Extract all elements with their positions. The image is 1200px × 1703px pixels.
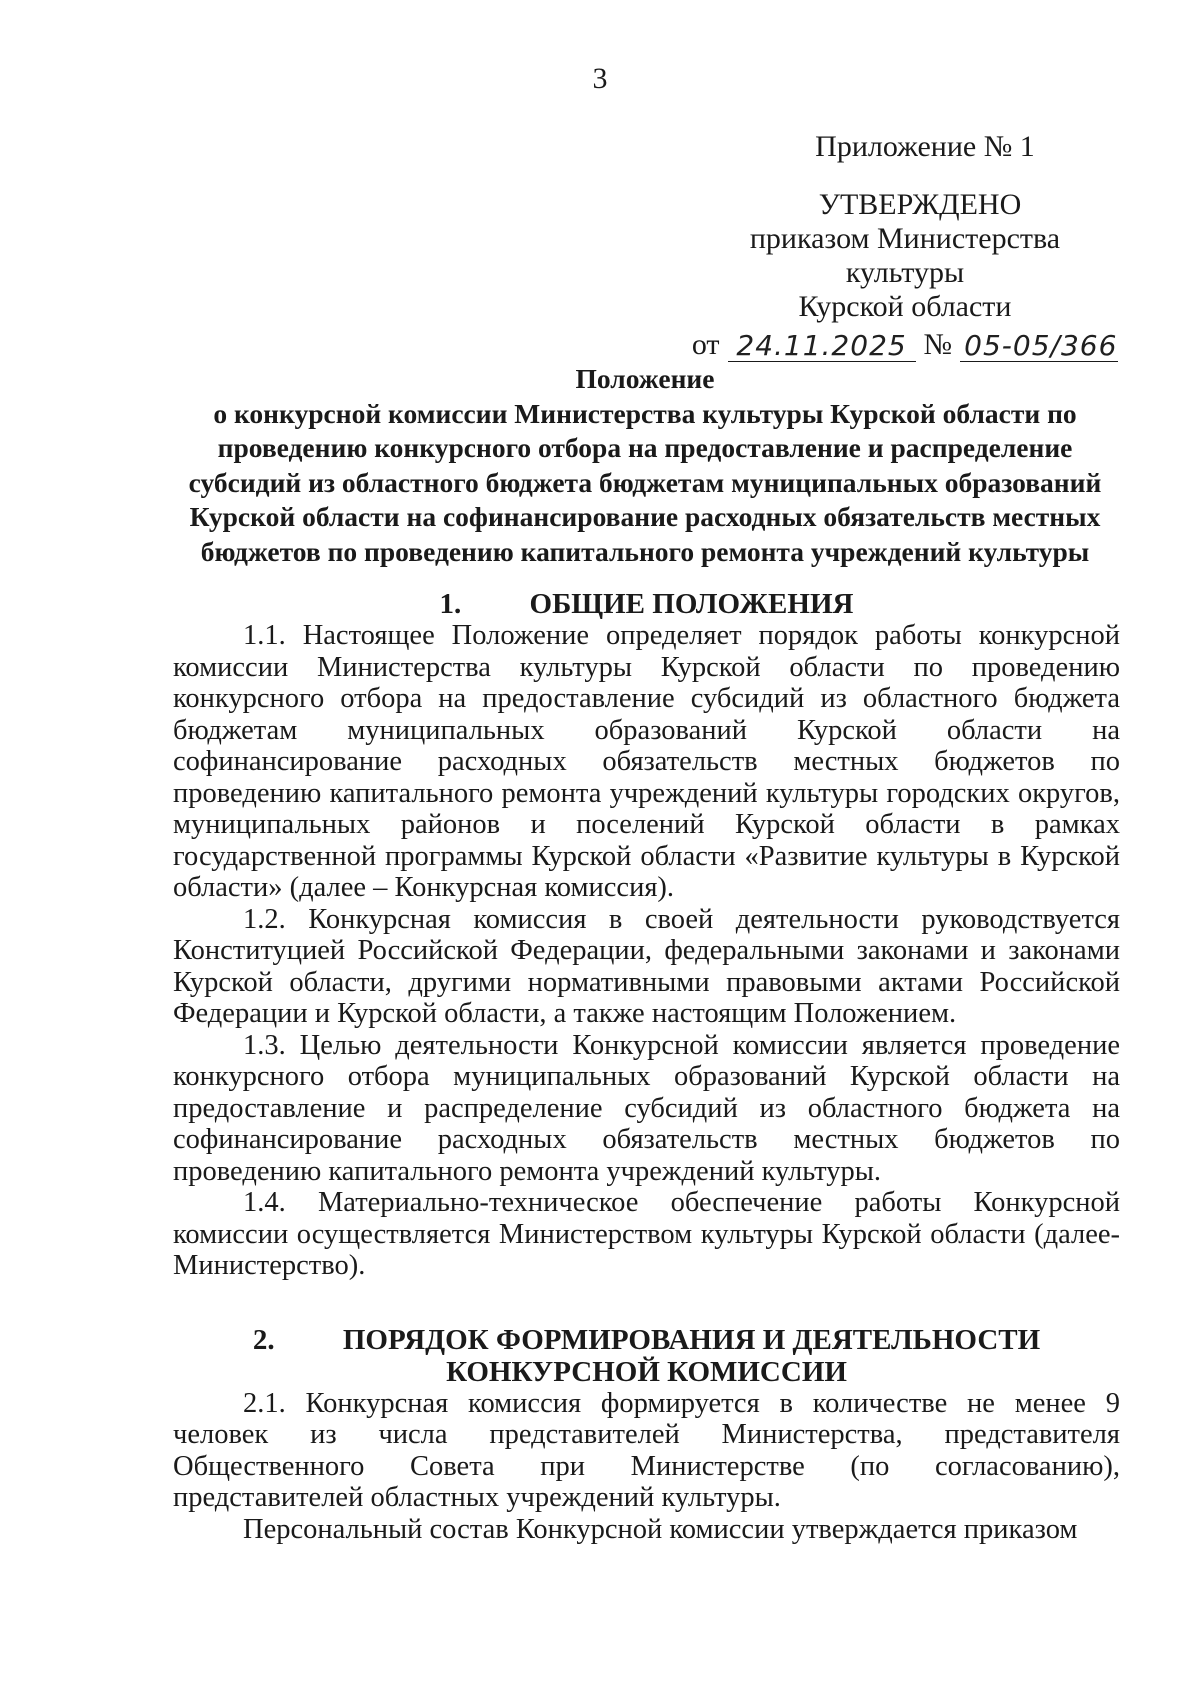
approving-authority-line1: приказом Министерства культуры — [749, 222, 1061, 289]
section-2-title-line2: КОНКУРСНОЙ КОМИССИИ — [446, 1355, 847, 1388]
title-line: о конкурсной комиссии Министерства культуры Курской области по — [213, 397, 1077, 429]
section-2-heading — [173, 1324, 1120, 1388]
page-number: 3 — [592, 62, 608, 95]
paragraph-2-1: 2.1. Конкурсная комиссия формируется в количестве не менее 9 человек из числа представителей Министерства, представителя Общественного Совета при Министерстве (по согласованию), представителей областных учреждений культуры. — [173, 1387, 1120, 1513]
handwritten-order-number: 05-05/366 — [960, 331, 1118, 362]
section-2-number: 2. — [252, 1323, 275, 1356]
approved-label: УТВЕРЖДЕНО — [818, 188, 1022, 221]
title-line: субсидий из областного бюджета бюджетам муниципальных образований — [188, 466, 1102, 498]
paragraph-1-1: 1.1. Настоящее Положение определяет порядок работы конкурсной комиссии Министерства культуры Курской области по проведению конкурсного отбора на предоставление субсидий из областного бюджета бюджетам муниципальных образований Курской области на софинансирование расходных обязательств местных бюджетов по проведению капитального ремонта учреждений культуры городских округов, муниципальных районов и поселений Курской области в рамках государственной программы Курской области «Развитие культуры в Курской области» (далее – Конкурсная комиссия). — [173, 620, 1120, 903]
paragraph-2-1-continued: Персональный состав Конкурсной комиссии утверждается приказом — [243, 1513, 1078, 1545]
title-line: Положение — [575, 363, 715, 394]
section-1-heading — [173, 588, 1120, 620]
section-2-title-line1: ПОРЯДОК ФОРМИРОВАНИЯ И ДЕЯТЕЛЬНОСТИ — [342, 1323, 1041, 1356]
document-title — [170, 362, 1120, 569]
handwritten-order-date: 24.11.2025 — [728, 331, 916, 362]
title-line: Курской области на софинансирование расходных обязательств местных — [189, 501, 1101, 532]
number-prefix: № — [923, 328, 953, 361]
section-1-number: 1. — [439, 588, 462, 620]
date-prefix: от — [691, 328, 720, 361]
title-line: бюджетов по проведению капитального ремонта учреждений культуры — [200, 535, 1090, 567]
order-date-number-line — [690, 328, 1120, 362]
section-1-title: ОБЩИЕ ПОЛОЖЕНИЯ — [529, 588, 854, 620]
title-line: проведению конкурсного отбора на предоставление и распределение — [217, 432, 1073, 463]
approving-authority-line2: Курской области — [798, 290, 1012, 323]
appendix-label: Приложение № 1 — [815, 130, 1035, 163]
approval-stamp-block — [690, 130, 1120, 362]
document-body — [173, 588, 1120, 1545]
paragraph-1-2: 1.2. Конкурсная комиссия в своей деятельности руководствуется Конституцией Российской Федерации, федеральными законами и законами Курской области, другими нормативными правовыми актами Российской Федерации и Курской области, а также настоящим Положением. — [173, 903, 1120, 1029]
paragraph-1-4: 1.4. Материально-техническое обеспечение работы Конкурсной комиссии осуществляется Министерством культуры Курской области (далее-Министерство). — [173, 1187, 1120, 1281]
paragraph-1-3: 1.3. Целью деятельности Конкурсной комиссии является проведение конкурсного отбора муниципальных образований Курской области на предоставление и распределение субсидий из областного бюджета на софинансирование расходных обязательств местных бюджетов по проведению капитального ремонта учреждений культуры. — [173, 1029, 1120, 1187]
